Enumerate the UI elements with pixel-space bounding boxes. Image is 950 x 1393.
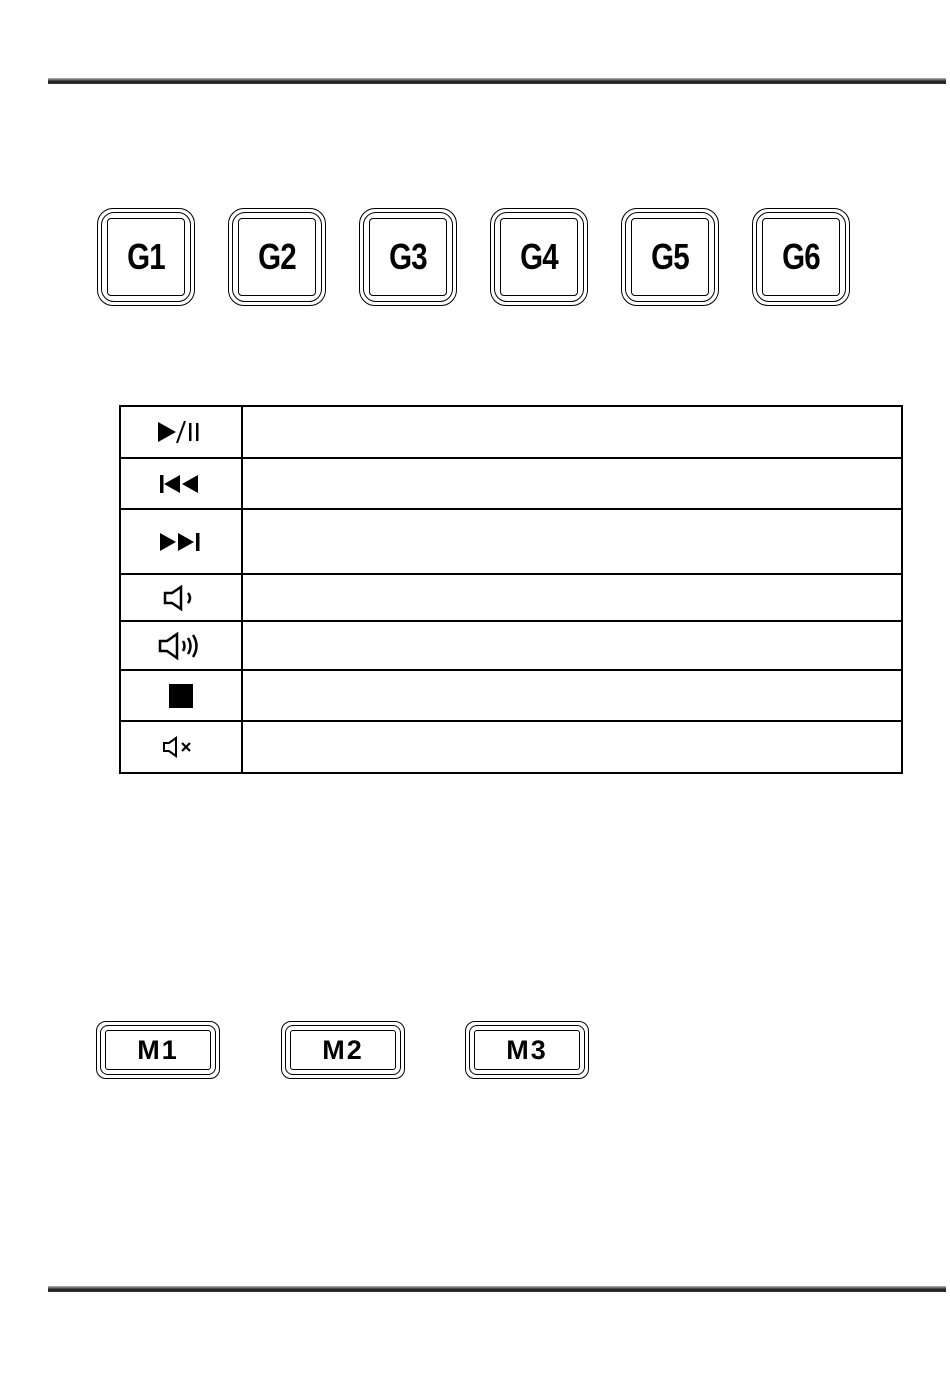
volume-down-icon [120, 574, 242, 621]
g4-key [490, 208, 588, 306]
media-row [120, 670, 902, 721]
g6-key-label: G6 [782, 236, 820, 277]
g1-key [97, 208, 195, 306]
media-row [120, 721, 902, 773]
g4-key-label: G4 [520, 236, 558, 277]
mute-icon [120, 721, 242, 773]
m-keys-row [0, 1021, 950, 1079]
stop-description [242, 670, 902, 721]
g3-key-label: G3 [389, 236, 427, 277]
g2-key [228, 208, 326, 306]
g2-key-label: G2 [258, 236, 296, 277]
mute-description [242, 721, 902, 773]
media-row [120, 621, 902, 670]
play-pause-description [242, 406, 902, 458]
top-rule [48, 78, 946, 84]
m2-key [281, 1021, 405, 1079]
g1-key-label: G1 [127, 236, 165, 277]
g5-key-label: G5 [651, 236, 689, 277]
stop-icon [120, 670, 242, 721]
m3-key-label: M3 [506, 1034, 548, 1065]
volume-up-description [242, 621, 902, 670]
media-keys-table [119, 405, 903, 774]
previous-track-icon [120, 458, 242, 509]
media-row [120, 509, 902, 574]
media-row [120, 458, 902, 509]
next-track-icon [120, 509, 242, 574]
m1-key [96, 1021, 220, 1079]
m2-key-label: M2 [322, 1034, 364, 1065]
g6-key [752, 208, 850, 306]
previous-track-description [242, 458, 902, 509]
g5-key [621, 208, 719, 306]
media-row [120, 574, 902, 621]
m1-key-label: M1 [137, 1034, 179, 1065]
volume-up-icon [120, 621, 242, 670]
bottom-rule [48, 1286, 946, 1292]
g3-key [359, 208, 457, 306]
media-row [120, 406, 902, 458]
g-keys-row [0, 208, 950, 308]
m3-key [465, 1021, 589, 1079]
play-pause-icon [120, 406, 242, 458]
volume-down-description [242, 574, 902, 621]
next-track-description [242, 509, 902, 574]
